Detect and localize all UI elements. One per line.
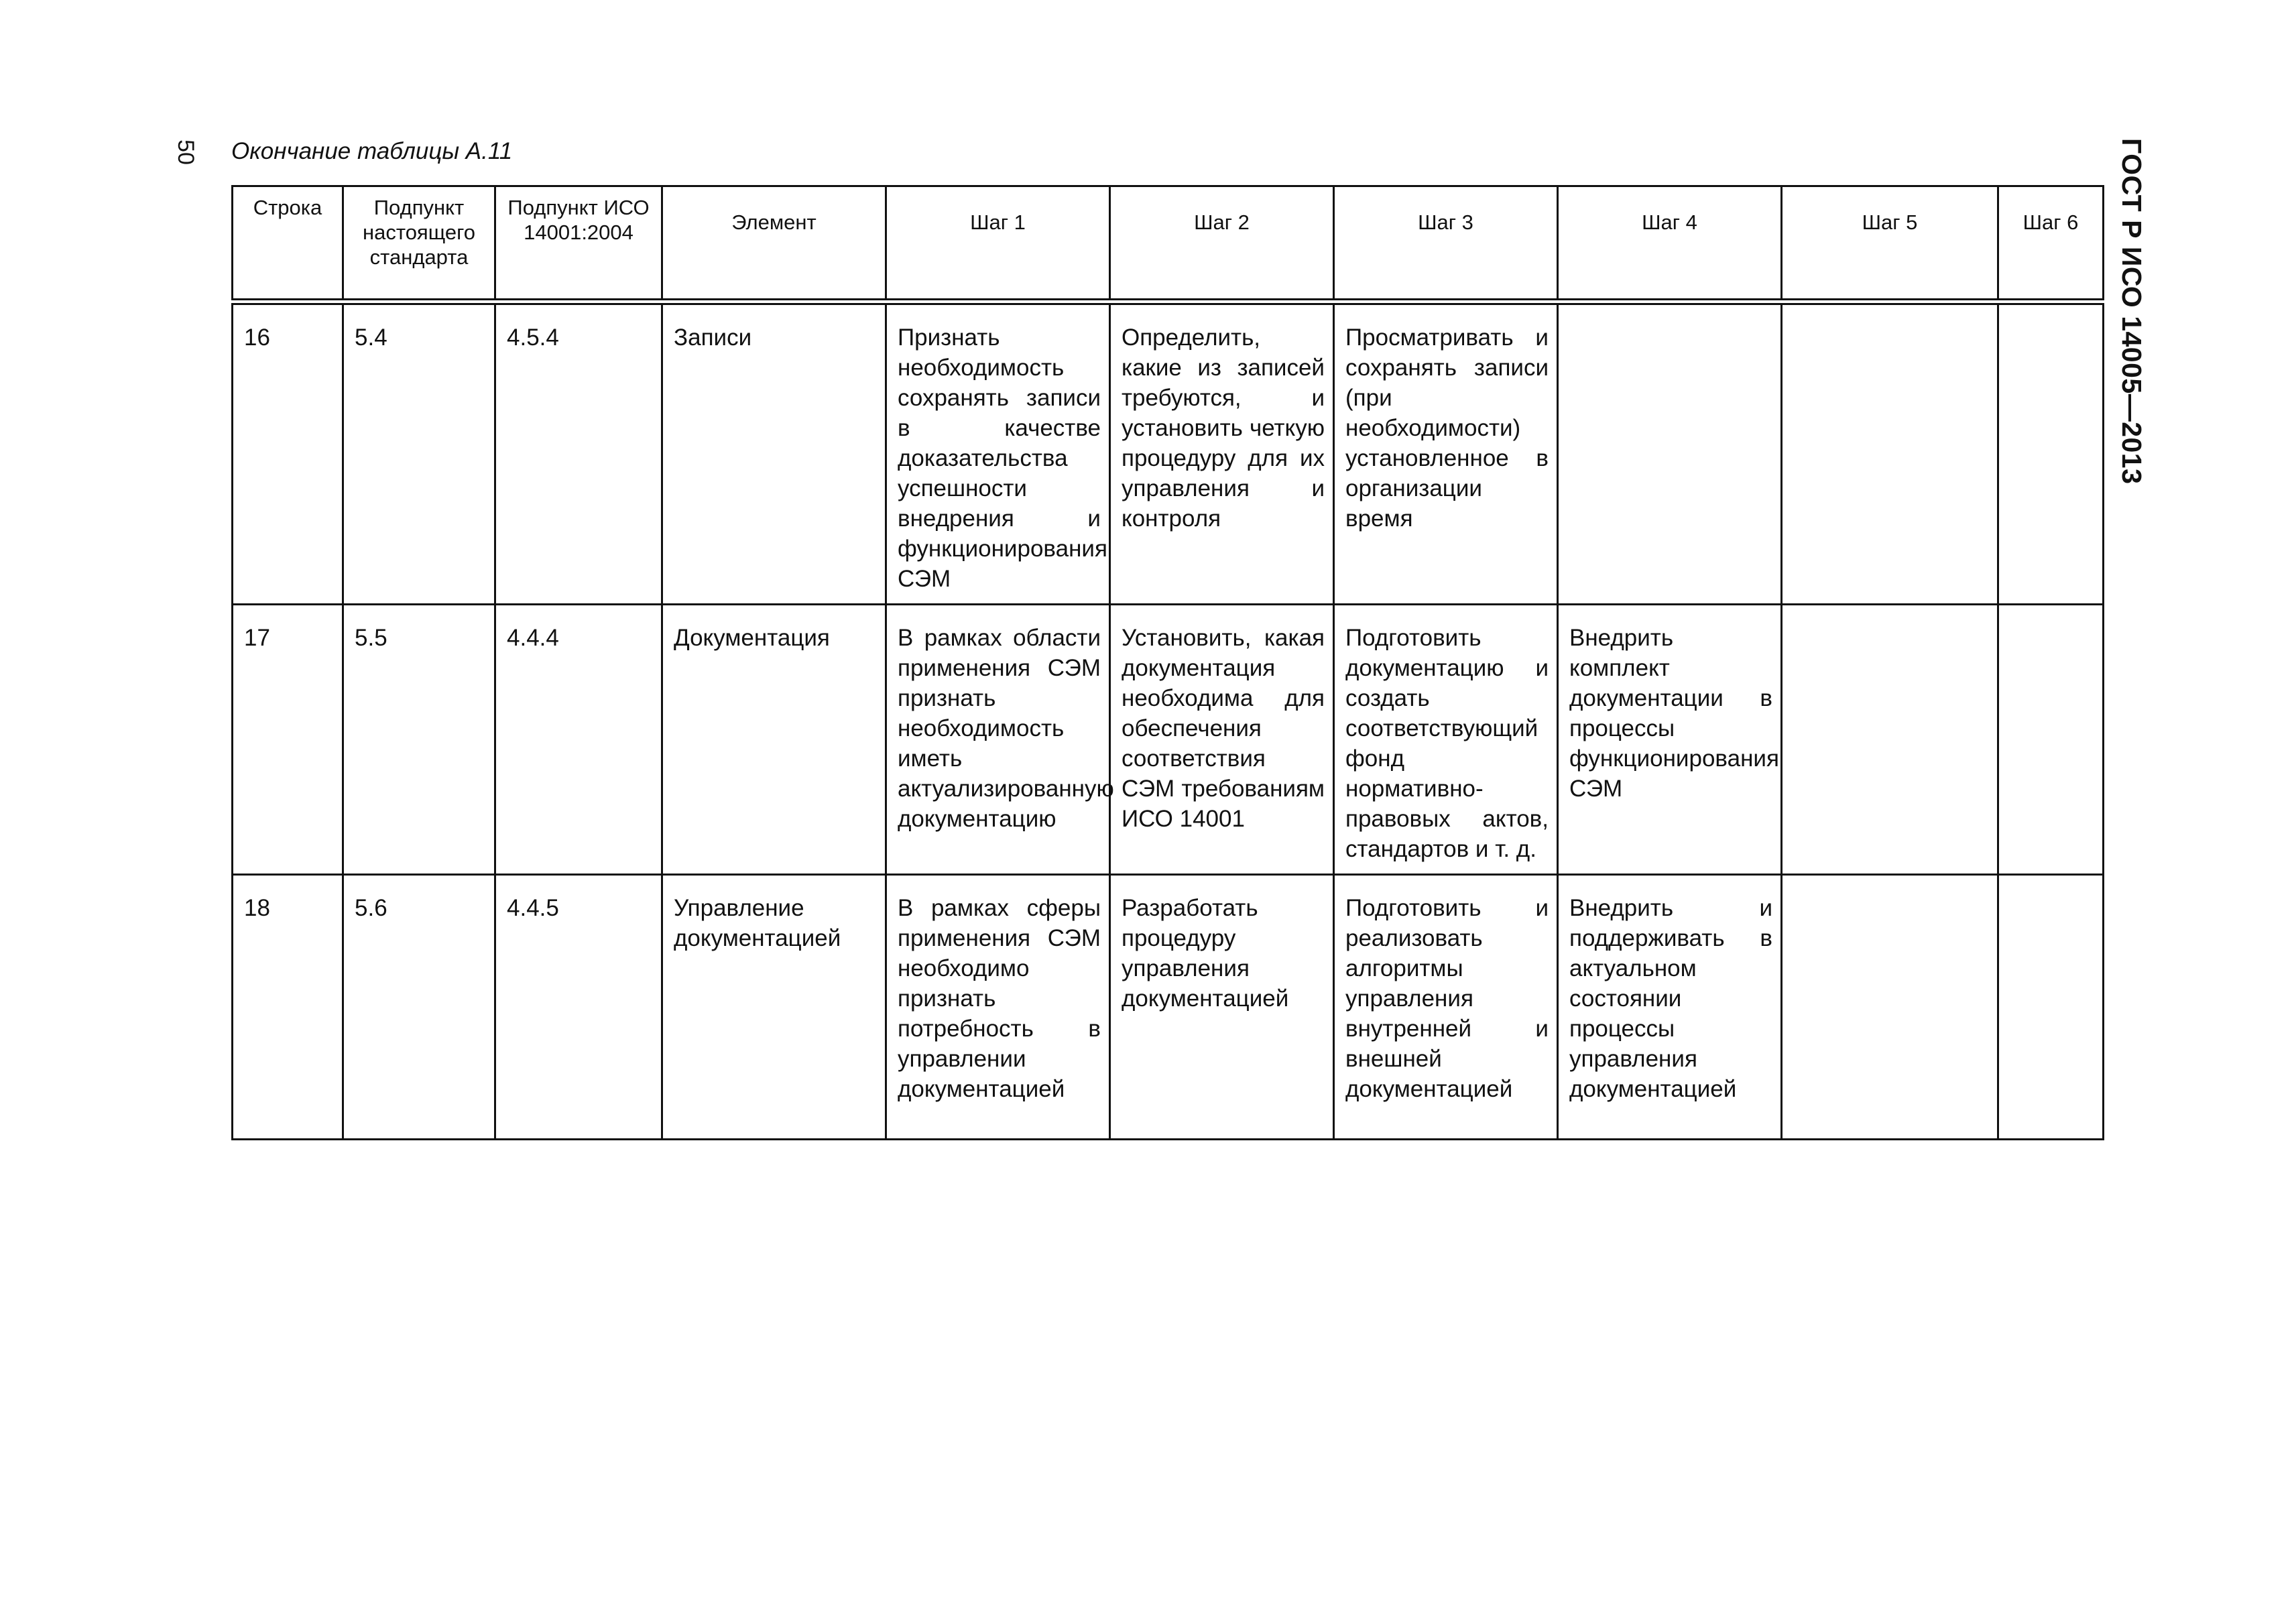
table-row	[233, 302, 2104, 605]
cell-step-2: Определить, какие из записей требуются, и установить четкую процедуру для их управления и контроля	[1110, 302, 1334, 605]
cell-step-4	[1558, 302, 1782, 605]
header-row-number: Строка	[233, 186, 343, 302]
cell-step-5	[1782, 605, 1998, 875]
cell-step-1: Признать необходимость сохранять записи в качестве доказательства успешности внедрения и функционирования СЭМ	[886, 302, 1110, 605]
cell-step-5	[1782, 875, 1998, 1140]
header-step-5: Шаг 5	[1782, 186, 1998, 302]
cell-clause-iso: 4.4.5	[495, 875, 662, 1140]
cell-clause-iso: 4.4.4	[495, 605, 662, 875]
table-caption: Окончание таблицы А.11	[231, 138, 513, 164]
cell-step-6	[1998, 605, 2104, 875]
header-step-4: Шаг 4	[1558, 186, 1782, 302]
cell-element: Документация	[662, 605, 886, 875]
cell-element: Записи	[662, 302, 886, 605]
cell-clause-standard: 5.4	[343, 302, 495, 605]
cell-element: Управление документацией	[662, 875, 886, 1140]
cell-clause-standard: 5.6	[343, 875, 495, 1140]
cell-step-4: Внедрить и поддерживать в актуальном состоянии процессы управления документацией	[1558, 875, 1782, 1140]
cell-row-number: 18	[233, 875, 343, 1140]
cell-clause-standard: 5.5	[343, 605, 495, 875]
table-row	[233, 875, 2104, 1140]
requirements-table	[231, 185, 2104, 1140]
cell-step-5	[1782, 302, 1998, 605]
cell-clause-iso: 4.5.4	[495, 302, 662, 605]
cell-step-1: В рамках области применения СЭМ признать необходимость иметь актуализированную документацию	[886, 605, 1110, 875]
page-number: 50	[172, 139, 198, 165]
table-row	[233, 605, 2104, 875]
document-code: ГОСТ Р ИСО 14005—2013	[2116, 138, 2147, 485]
cell-step-3: Подготовить документацию и создать соответствующий фонд нормативно-правовых актов, стандартов и т. д.	[1334, 605, 1558, 875]
header-step-6: Шаг 6	[1998, 186, 2104, 302]
cell-row-number: 16	[233, 302, 343, 605]
cell-step-6	[1998, 302, 2104, 605]
cell-step-1: В рамках сферы применения СЭМ необходимо признать потребность в управлении документацией	[886, 875, 1110, 1140]
header-step-3: Шаг 3	[1334, 186, 1558, 302]
header-clause-standard: Подпункт настоящего стандарта	[343, 186, 495, 302]
cell-step-2: Установить, какая документация необходима для обеспечения соответствия СЭМ требованиям ИСО 14001	[1110, 605, 1334, 875]
table-header-row	[233, 186, 2104, 302]
cell-step-2: Разработать процедуру управления документацией	[1110, 875, 1334, 1140]
cell-row-number: 17	[233, 605, 343, 875]
header-step-1: Шаг 1	[886, 186, 1110, 302]
cell-step-3: Подготовить и реализовать алгоритмы управления внутренней и внешней документацией	[1334, 875, 1558, 1140]
cell-step-4: Внедрить комплект документации в процессы функционирования СЭМ	[1558, 605, 1782, 875]
header-step-2: Шаг 2	[1110, 186, 1334, 302]
header-element: Элемент	[662, 186, 886, 302]
cell-step-3: Просматривать и сохранять записи (при необходимости) установленное в организации время	[1334, 302, 1558, 605]
cell-step-6	[1998, 875, 2104, 1140]
header-clause-iso: Подпункт ИСО 14001:2004	[495, 186, 662, 302]
